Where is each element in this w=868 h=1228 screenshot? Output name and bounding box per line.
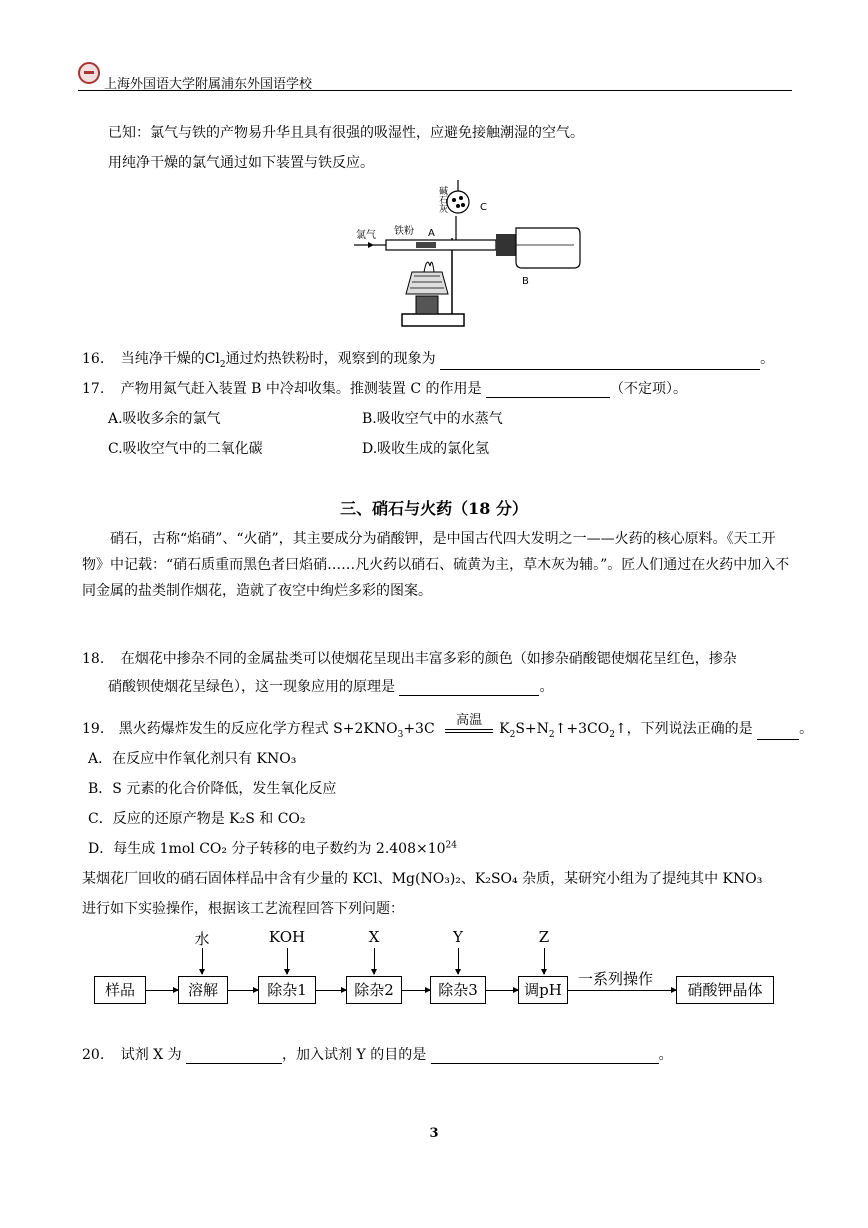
- label-b: B: [522, 276, 529, 287]
- q19-eq-left: 黑火药爆炸发生的反应化学方程式 S+2KNO: [118, 721, 398, 737]
- q18-number: 18.: [82, 651, 105, 667]
- q18-answer-blank[interactable]: [399, 681, 539, 696]
- question-18: [82, 648, 737, 668]
- reagent-water: 水: [194, 930, 210, 948]
- q20-blank-x[interactable]: [186, 1049, 282, 1064]
- arrow-x: [374, 948, 375, 974]
- q19-product-3: ↑+3CO: [554, 721, 610, 737]
- q17-text: 产物用氮气赶入装置 B 中冷却收集。推测装置 C 的作用是: [120, 381, 482, 397]
- q16-text-after: 通过灼热铁粉时，观察到的现象为: [225, 351, 436, 367]
- q19-option-d[interactable]: [88, 838, 457, 858]
- q19-product-k: K: [499, 721, 510, 737]
- label-a: A: [428, 228, 435, 239]
- q19-condition-arrow: [445, 713, 493, 733]
- q17-option-a[interactable]: A.吸收多余的氯气: [108, 411, 221, 427]
- q19-condition: 高温: [456, 713, 483, 728]
- label-soda-lime: 碱石灰: [437, 186, 447, 213]
- q19-answer-blank[interactable]: [757, 725, 799, 740]
- arrow-y: [458, 948, 459, 974]
- q19-plus-c: +3C: [403, 721, 435, 737]
- q19-number: 19.: [82, 721, 105, 737]
- apparatus-figure: [346, 176, 586, 336]
- q17-option-d[interactable]: D.吸收生成的氯化氢: [362, 441, 490, 457]
- arrow-dissolve-imp1: [228, 990, 258, 991]
- school-logo: [78, 62, 100, 84]
- q19-sub2: 2: [509, 729, 516, 740]
- q18-line1: 在烟花中掺杂不同的金属盐类可以使烟花呈现出丰富多彩的颜色（如掺杂硝酸锶使烟花呈红色，掺杂: [120, 651, 737, 667]
- arrow-ph-crystal: [568, 990, 676, 991]
- arrow-z: [544, 948, 545, 974]
- q19-product-4: ↑，下列说法正确的是: [614, 721, 753, 737]
- arrow-koh: [287, 948, 288, 974]
- reagent-z: Z: [538, 928, 550, 946]
- section-3-intro: 硝石，古称“焰硝”、“火硝”，其主要成分为硝酸钾，是中国古代四大发明之一——火药的核心原料。《天工开物》中记载：“硝石质重而黑色者曰焰硝……凡火药以硝石、硫黄为主，草木灰为辅。”。匠人们通过在火药中加入不同金属的盐类制作烟花，造就了夜空中绚烂多彩的图案。: [82, 531, 790, 599]
- setup-info: 用纯净干燥的氯气通过如下装置与铁反应。: [108, 155, 374, 171]
- apparatus-diagram: [346, 176, 586, 336]
- arrow-sample-dissolve: [146, 990, 178, 991]
- box-impurity-1: 除杂1: [258, 976, 316, 1004]
- q19-sub4: 2: [609, 729, 615, 740]
- box-impurity-2: 除杂2: [346, 976, 402, 1004]
- label-chlorine: 氯气: [356, 230, 376, 241]
- reagent-x: X: [368, 928, 380, 946]
- q17-option-b[interactable]: B.吸收空气中的水蒸气: [362, 411, 503, 427]
- known-info: 已知：氯气与铁的产物易升华且具有很强的吸湿性，应避免接触潮湿的空气。: [108, 125, 584, 141]
- q16-text-before: 当纯净干燥的Cl: [120, 351, 220, 367]
- q20-text1: 试剂 X 为: [120, 1047, 182, 1063]
- q16-number: 16.: [82, 351, 105, 367]
- question-20: [82, 1044, 673, 1064]
- q18-end: 。: [539, 679, 554, 695]
- box-impurity-3: 除杂3: [430, 976, 486, 1004]
- q17-option-c[interactable]: C.吸收空气中的二氧化碳: [108, 441, 263, 457]
- arrow-imp2-imp3: [402, 990, 430, 991]
- q19-product-2: S+N: [515, 721, 549, 737]
- question-17: [82, 378, 687, 398]
- label-c: C: [480, 202, 487, 213]
- q19-option-c[interactable]: C．反应的还原产物是 K₂S 和 CO₂: [88, 811, 306, 827]
- q18-line2-wrap: [108, 676, 553, 696]
- q19-option-a[interactable]: A．在反应中作氧化剂只有 KNO₃: [88, 751, 297, 767]
- reagent-koh: KOH: [268, 928, 306, 946]
- q18-line2: 硝酸钡使烟花呈绿色），这一现象应用的原理是: [108, 679, 395, 695]
- q19-end: 。: [799, 721, 814, 737]
- q17-note: （不定项）。: [609, 381, 687, 397]
- process-intro-line2: 进行如下实验操作，根据该工艺流程回答下列问题：: [82, 901, 404, 917]
- q17-answer-blank[interactable]: [486, 383, 610, 398]
- q17-number: 17.: [82, 381, 105, 397]
- box-dissolve: 溶解: [178, 976, 228, 1004]
- arrow-imp1-imp2: [316, 990, 346, 991]
- arrow-imp3-ph: [486, 990, 518, 991]
- q19-sub3: 2: [548, 729, 555, 740]
- q19-option-d-exp: 24: [445, 840, 457, 851]
- q16-end: 。: [760, 351, 775, 367]
- q19-option-b[interactable]: B．S 元素的化合价降低，发生氧化反应: [88, 781, 337, 797]
- school-name: 上海外国语大学附属浦东外国语学校: [104, 77, 313, 92]
- box-kno3-crystal: 硝酸钾晶体: [676, 976, 774, 1004]
- q19-sub1: 3: [397, 729, 404, 740]
- q20-end: 。: [658, 1047, 673, 1063]
- label-series-operations: 一系列操作: [578, 970, 654, 988]
- q20-blank-y[interactable]: [431, 1049, 659, 1064]
- reagent-y: Y: [453, 928, 463, 946]
- question-19: [82, 713, 814, 740]
- q19-option-d-text: D．每生成 1mol CO₂ 分子转移的电子数约为 2.408×10: [88, 841, 446, 857]
- q16-answer-blank[interactable]: [440, 355, 760, 370]
- q20-text2: ，加入试剂 Y 的目的是: [282, 1047, 427, 1063]
- label-iron-powder: 铁粉: [394, 226, 414, 237]
- header-rule: [78, 90, 792, 91]
- arrow-water: [202, 948, 203, 974]
- box-sample: 样品: [94, 976, 146, 1004]
- q16-sub: 2: [219, 359, 226, 370]
- process-flowchart: [90, 928, 790, 1012]
- section-3-title: 三、硝石与火药（18 分）: [340, 499, 528, 518]
- question-16: [82, 348, 774, 370]
- process-intro-line1: 某烟花厂回收的硝石固体样品中含有少量的 KCl、Mg(NO₃)₂、K₂SO₄ 杂质，某研究小组为了提纯其中 KNO₃: [82, 871, 763, 887]
- q20-number: 20.: [82, 1047, 105, 1063]
- box-adjust-ph: 调pH: [518, 976, 568, 1004]
- page-number: 3: [429, 1126, 439, 1141]
